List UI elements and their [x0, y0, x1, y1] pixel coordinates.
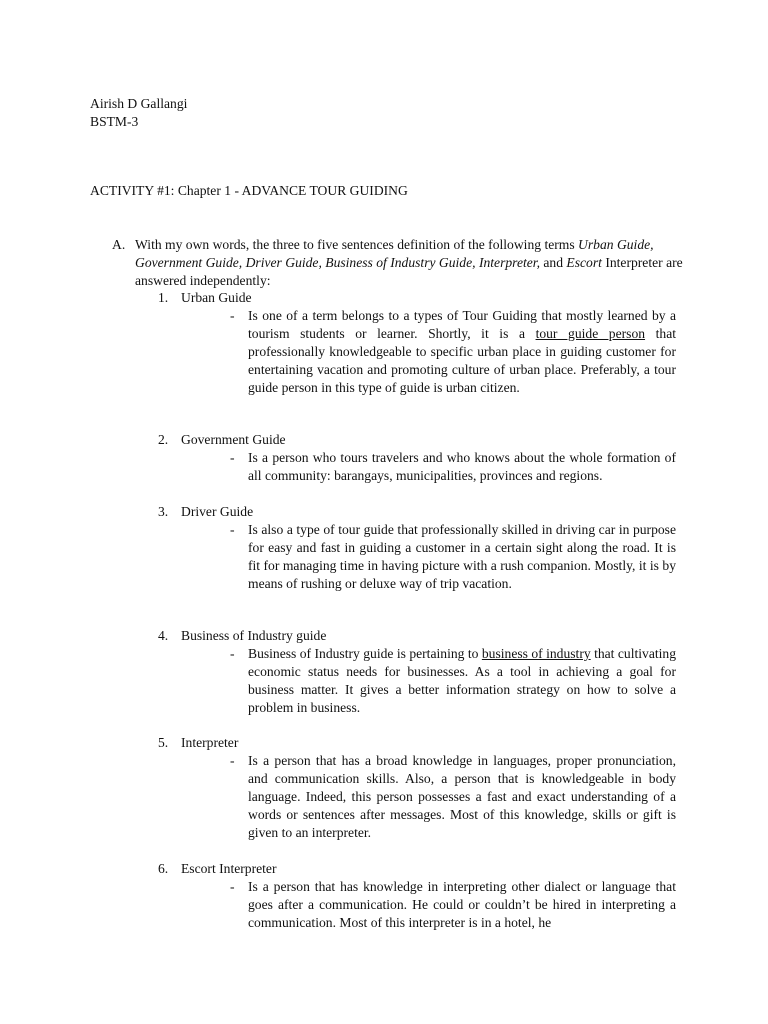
- item-title: Escort Interpreter: [181, 861, 277, 876]
- item-number: 1.: [158, 290, 169, 305]
- bullet-dash: -: [230, 879, 235, 894]
- item-title: Government Guide: [181, 432, 286, 447]
- bullet-dash: -: [230, 753, 235, 768]
- course-code: BSTM-3: [90, 114, 139, 129]
- item-number: 3.: [158, 504, 169, 519]
- bullet-dash: -: [230, 522, 235, 537]
- item-number: 6.: [158, 861, 169, 876]
- item-number: 2.: [158, 432, 169, 447]
- item-description: Business of Industry guide is pertaining to business of industry that cultivating economic status needs for businesses. As a tool in achieving a goal for business matter. It gives a better information strategy on how to solve a problem in business.: [248, 646, 677, 715]
- term-list: Urban Guide, Government Guide, Driver Guide, Business of Industry Guide, Interpreter,: [135, 237, 654, 270]
- section-a: [112, 236, 692, 290]
- item-title: Urban Guide: [181, 290, 252, 305]
- underlined-term: tour guide person: [535, 326, 646, 341]
- bullet-dash: -: [230, 308, 235, 323]
- section-letter: A.: [112, 237, 126, 252]
- item-number: 4.: [158, 628, 169, 643]
- item-description: Is a person who tours travelers and who knows about the whole formation of all community: barangays, municipalities, provinces and regions.: [248, 450, 676, 483]
- section-instructions: With my own words, the three to five sentences definition of the following terms Urban Guide, Government Guide, Driver Guide, Business of Industry Guide, Interpreter, and Escort Interpreter are answered independently:: [135, 237, 683, 288]
- item-title: Driver Guide: [181, 504, 254, 519]
- author-name: Airish D Gallangi: [90, 96, 188, 111]
- item-title: Business of Industry guide: [181, 628, 327, 643]
- underlined-term: business of industry: [481, 646, 591, 661]
- item-description: Is one of a term belongs to a types of Tour Guiding that mostly learned by a tourism students or learner. Shortly, it is a tour guide person that professionally knowledgeable to specific urban place in guiding customer for entertaining vacation and promoting culture of urban place. Preferably, a tour guide person in this type of guide is urban citizen.: [248, 308, 676, 395]
- item-title: Interpreter: [181, 735, 239, 750]
- item-description: Is a person that has knowledge in interpreting other dialect or language that goes after a communication. He could or couldn’t be hired in interpreting a communication. Most of this interpreter is in a hotel, he: [248, 879, 676, 930]
- item-description: Is also a type of tour guide that professionally skilled in driving car in purpose for easy and fast in guiding a customer in a certain sight along the road. It is fit for managing time in having picture with a rush companion. Mostly, it is by means of rushing or deluxe way of trip vacation.: [248, 522, 676, 591]
- item-number: 5.: [158, 735, 169, 750]
- bullet-dash: -: [230, 450, 235, 465]
- item-description: Is a person that has a broad knowledge in languages, proper pronunciation, and communication skills. Also, a person that is knowledgeable in body language. Indeed, this person possesses a fast and exact understanding of a words or sentences after messages. Most of this knowledge, skills or gift is given to an interpreter.: [248, 753, 676, 840]
- bullet-dash: -: [230, 646, 235, 661]
- term-escort: Escort: [566, 255, 602, 270]
- activity-title: ACTIVITY #1: Chapter 1 - ADVANCE TOUR GUIDING: [90, 183, 408, 198]
